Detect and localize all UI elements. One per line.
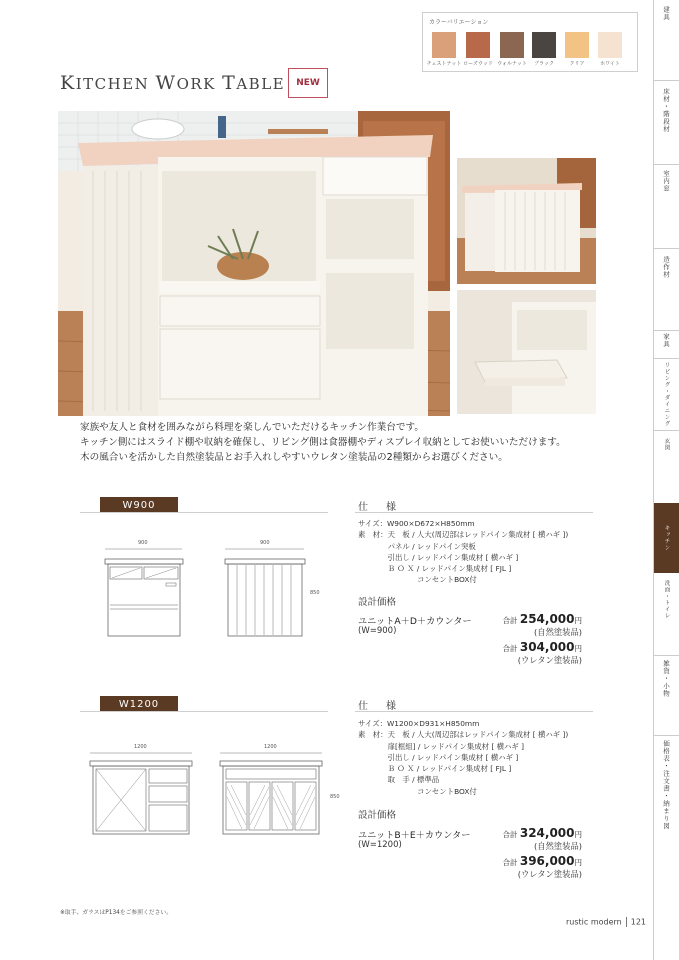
tab-kitchen[interactable]: キッチン	[654, 503, 679, 573]
spec-line: 素 材：天 板 / 人大(周辺部はレッドパイン集成材 [ 横ハギ ])	[358, 730, 569, 740]
spec-line: Ｂ Ｏ Ｘ / レッドパイン集成材 [ FJL ]	[358, 764, 512, 774]
swatch-chestnut[interactable]	[432, 32, 456, 58]
spec-line: パネル / レッドパイン突板	[358, 541, 476, 551]
swatch-name: チェストナット	[426, 61, 462, 67]
color-variation-label: カラーバリエーション	[429, 19, 489, 26]
price-block-w1200	[480, 826, 582, 880]
spec-line: コンセントBOX付	[358, 575, 477, 585]
side-photo-bottom	[457, 290, 596, 414]
spec-line: コンセントBOX付	[358, 786, 477, 796]
color-variation-panel	[422, 12, 638, 72]
price-total: 合計 304,000円	[502, 640, 582, 654]
tab-goods[interactable]: 雑貨・小物	[662, 660, 670, 698]
price-total: 合計 396,000円	[502, 854, 582, 868]
swatch-name: ホワイト	[600, 61, 620, 67]
price-block-w900	[480, 612, 582, 666]
price-note: (自然塗装品)	[534, 841, 582, 851]
spec-line: 引出し / レッドパイン集成材 [ 横ハギ ]	[358, 552, 519, 562]
tab-millwork[interactable]: 造作材	[662, 256, 670, 279]
spec-line: 扉[框組] / レッドパイン集成材 [ 横ハギ ]	[358, 741, 524, 751]
price-total: 合計 324,000円	[502, 826, 582, 840]
swatch-black[interactable]	[532, 32, 556, 58]
unit-width: (W=900)	[358, 626, 397, 636]
tab-entrance[interactable]: 玄関	[663, 438, 670, 451]
divider	[80, 512, 328, 513]
price-title: 設計価格	[358, 597, 397, 608]
spec-line: サイズ：W900×D672×H850mm	[358, 519, 475, 528]
unit-name: ユニットA＋D＋カウンター	[358, 616, 472, 627]
swatch-walnut[interactable]	[500, 32, 524, 58]
main-product-photo	[58, 111, 450, 416]
description-line: キッチン側にはスライド棚や収納を確保し、リビング側は食器棚やディスプレイ収納としてお使いいただけます。	[80, 437, 566, 448]
tab-flooring[interactable]: 床材・階段材	[662, 88, 670, 133]
brand-name: rustic modern	[566, 917, 622, 927]
page-title: KITCHEN WORK TABLE	[60, 72, 286, 94]
side-photo-top	[457, 158, 596, 284]
unit-width: (W=1200)	[358, 840, 402, 850]
spec-title: 仕 様	[358, 701, 400, 712]
tab-washroom[interactable]: 洗面・トイレ	[663, 580, 670, 619]
spec-line: Ｂ Ｏ Ｘ / レッドパイン集成材 [ FJL ]	[358, 564, 512, 574]
tab-interior-window[interactable]: 室内窓	[662, 170, 670, 193]
swatch-name: クリア	[569, 61, 585, 67]
spec-list-w900	[358, 518, 568, 586]
divider	[80, 711, 328, 712]
tab-furniture[interactable]: 家具	[662, 333, 670, 348]
page-footer	[566, 917, 646, 927]
swatch-name: ウォルナット	[497, 61, 527, 67]
tab-doors[interactable]: 建具	[662, 6, 670, 21]
price-note: (自然塗装品)	[534, 627, 582, 637]
variant-label-w900: W900	[100, 497, 178, 513]
price-total: 合計 254,000円	[502, 612, 582, 626]
spec-title: 仕 様	[358, 502, 400, 513]
swatch-name: ブラック	[534, 61, 554, 67]
product-description	[80, 420, 600, 465]
price-title: 設計価格	[358, 810, 397, 821]
spec-line: 素 材：天 板 / 人大(周辺部はレッドパイン集成材 [ 横ハギ ])	[358, 530, 569, 540]
description-line: 木の風合いを活かした自然塗装品とお手入れしやすいウレタン塗装品の2種類からお選びください。	[80, 452, 508, 463]
tab-price-list[interactable]: 価格表・注文書・納まり図	[662, 740, 670, 830]
description-line: 家族や友人と食材を囲みながら料理を楽しんでいただけるキッチン作業台です。	[80, 422, 424, 433]
unit-name: ユニットB＋E＋カウンター	[358, 830, 471, 841]
page-number: 121	[630, 917, 647, 927]
swatch-white[interactable]	[598, 32, 622, 58]
swatch-name: ローズウッド	[463, 61, 493, 67]
price-note: (ウレタン塗装品)	[517, 869, 582, 879]
swatch-clear[interactable]	[565, 32, 589, 58]
price-note: (ウレタン塗装品)	[517, 655, 582, 665]
spec-line: 取 手 / 標準品	[358, 775, 440, 785]
new-badge: NEW	[288, 68, 328, 98]
swatch-rosewood[interactable]	[466, 32, 490, 58]
spec-line: 引出し / レッドパイン集成材 [ 横ハギ ]	[358, 752, 519, 762]
spec-list-w1200	[358, 718, 568, 797]
variant-label-w1200: W1200	[100, 696, 178, 712]
spec-line: サイズ：W1200×D931×H850mm	[358, 719, 480, 728]
footnote: ※取手、ガラスはP134をご参照ください。	[60, 910, 172, 916]
tab-living-dining[interactable]: リビング・ダイニング	[663, 362, 670, 427]
